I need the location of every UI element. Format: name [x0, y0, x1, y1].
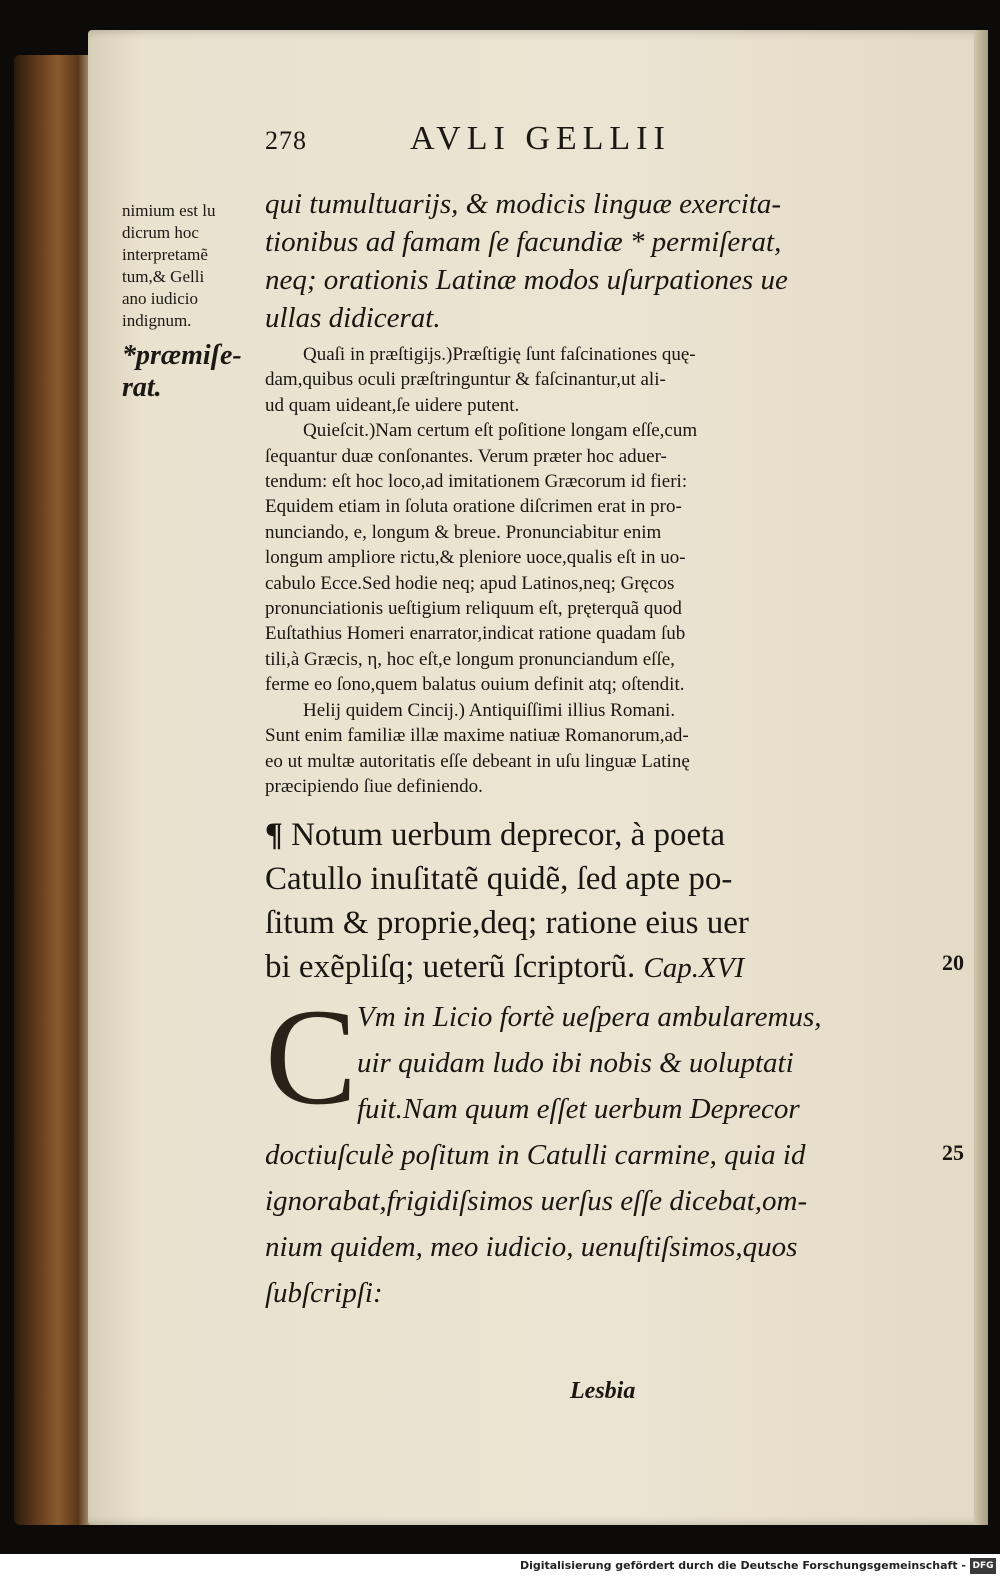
chapter-heading-line: Catullo inuſitatẽ quidẽ, ſed apte po-: [265, 861, 733, 898]
body-line: nium quidem, meo iudicio, uenuſtiſsimos,quos: [265, 1231, 798, 1264]
commentary-line: Quaſi in præſtigijs.)Præſtigię ſunt faſcinationes quę-: [303, 344, 696, 365]
lemma-line: tionibus ad famam ſe facundiæ * permiſerat,: [265, 226, 782, 258]
commentary-line: tili,à Græcis, η, hoc eſt,e longum pronunciandum eſſe,: [265, 648, 675, 670]
commentary-line: Equidem etiam in ſoluta oratione diſcrimen erat in pro-: [265, 496, 682, 518]
commentary-line: Quieſcit.)Nam certum eſt poſitione longam eſſe,cum: [303, 420, 698, 442]
commentary-line: præcipiendo ſiue definiendo.: [265, 775, 483, 797]
main-text: [265, 185, 930, 1316]
commentary-line: ferme eo ſono,quem balatus ouium definit atq; oſtendit.: [265, 674, 685, 696]
page-edge: [974, 30, 988, 1525]
margin-note-line: ano iudicio: [122, 289, 199, 308]
marginal-line-number: 20: [942, 950, 964, 975]
body-line: ſubſcripſi:: [265, 1277, 383, 1310]
margin-note-line: interpretamẽ: [122, 245, 208, 264]
page-header: [265, 120, 785, 170]
body-line: ignorabat,frigidiſsimos uerſus eſſe dicebat,om-: [265, 1185, 808, 1218]
marginal-line-number: 25: [942, 1140, 964, 1165]
margin-note-line: tum,& Gelli: [122, 267, 205, 286]
margin-note-line: nimium est lu: [122, 201, 216, 220]
lemma-line: ullas didicerat.: [265, 302, 441, 334]
commentary-line: dam,quibus oculi præſtringuntur & faſcinantur,ut ali-: [265, 369, 666, 391]
dfg-logo: DFG: [970, 1558, 996, 1574]
margin-emendation: [122, 340, 252, 404]
chapter-heading-line: [265, 945, 930, 990]
body-line: doctiuſculè poſitum in Catulli carmine, quia id: [265, 1139, 806, 1172]
commentary-line: eo ut multæ autoritatis eſſe debeant in uſu linguæ Latinę: [265, 750, 690, 772]
lemma-line: qui tumultuarijs, & modicis linguæ exercita-: [265, 188, 782, 220]
commentary-line: ſequantur duæ conſonantes. Verum præter hoc aduer-: [265, 445, 667, 467]
commentary-line: Helij quidem Cincij.) Antiquiſſimi illius Romani.: [303, 699, 676, 721]
margin-note: [122, 200, 252, 404]
drop-cap: C: [265, 980, 358, 1134]
lemma-block: [265, 185, 930, 337]
margin-note-line: indignum.: [122, 311, 192, 330]
pilcrow-mark: ¶: [265, 817, 283, 854]
body-line: fuit.Nam quum eſſet uerbum Deprecor: [357, 1093, 800, 1126]
running-title: AVLI GELLII: [410, 120, 671, 157]
commentary-line: cabulo Ecce.Sed hodie neq; apud Latinos,neq; Gręcos: [265, 572, 675, 594]
commentary-line: ud quam uideant,ſe uidere putent.: [265, 394, 520, 416]
footer-bar: [0, 1554, 1000, 1582]
book-edge: [14, 55, 94, 1525]
footer-credit: Digitalisierung gefördert durch die Deutsche Forschungsgemeinschaft -: [519, 1559, 966, 1572]
commentary-line: Euſtathius Homeri enarrator,indicat ratione quadam ſub: [265, 623, 686, 645]
chapter-heading-text: Notum uerbum deprecor, à poeta: [291, 817, 726, 854]
body-line: uir quidam ludo ibi nobis & uoluptati: [357, 1047, 794, 1080]
emendation-line: rat.: [122, 372, 162, 403]
catchword: Lesbia: [570, 1378, 636, 1404]
margin-note-line: dicrum hoc: [122, 223, 199, 242]
chapter-body: [265, 980, 930, 1316]
body-line: Vm in Licio fortè ueſpera ambularemus,: [357, 1001, 822, 1034]
chapter-heading-text: bi exẽpliſq; ueterũ ſcriptorũ.: [265, 949, 636, 986]
commentary-block: [265, 342, 930, 799]
chapter-number: Cap.XVI: [643, 952, 745, 985]
commentary-line: tendum: eſt hoc loco,ad imitationem Græcorum id fieri:: [265, 471, 688, 493]
chapter-heading-line: [265, 813, 930, 857]
chapter-heading: [265, 813, 930, 990]
commentary-line: pronunciationis ueſtigium reliquum eſt, pręterquã quod: [265, 598, 682, 620]
commentary-line: longum ampliore rictu,& pleniore uoce,qualis eſt in uo-: [265, 547, 686, 569]
margin-note-text: [122, 200, 252, 332]
commentary-line: Sunt enim familiæ illæ maxime natiuæ Romanorum,ad-: [265, 725, 689, 747]
emendation-line: *præmiſe-: [122, 340, 242, 371]
page-number: 278: [265, 126, 307, 155]
commentary-line: nunciando, e, longum & breue. Pronunciabitur enim: [265, 521, 662, 543]
chapter-heading-line: ſitum & proprie,deq; ratione eius uer: [265, 905, 749, 942]
lemma-line: neq; orationis Latinæ modos uſurpationes ue: [265, 264, 788, 296]
